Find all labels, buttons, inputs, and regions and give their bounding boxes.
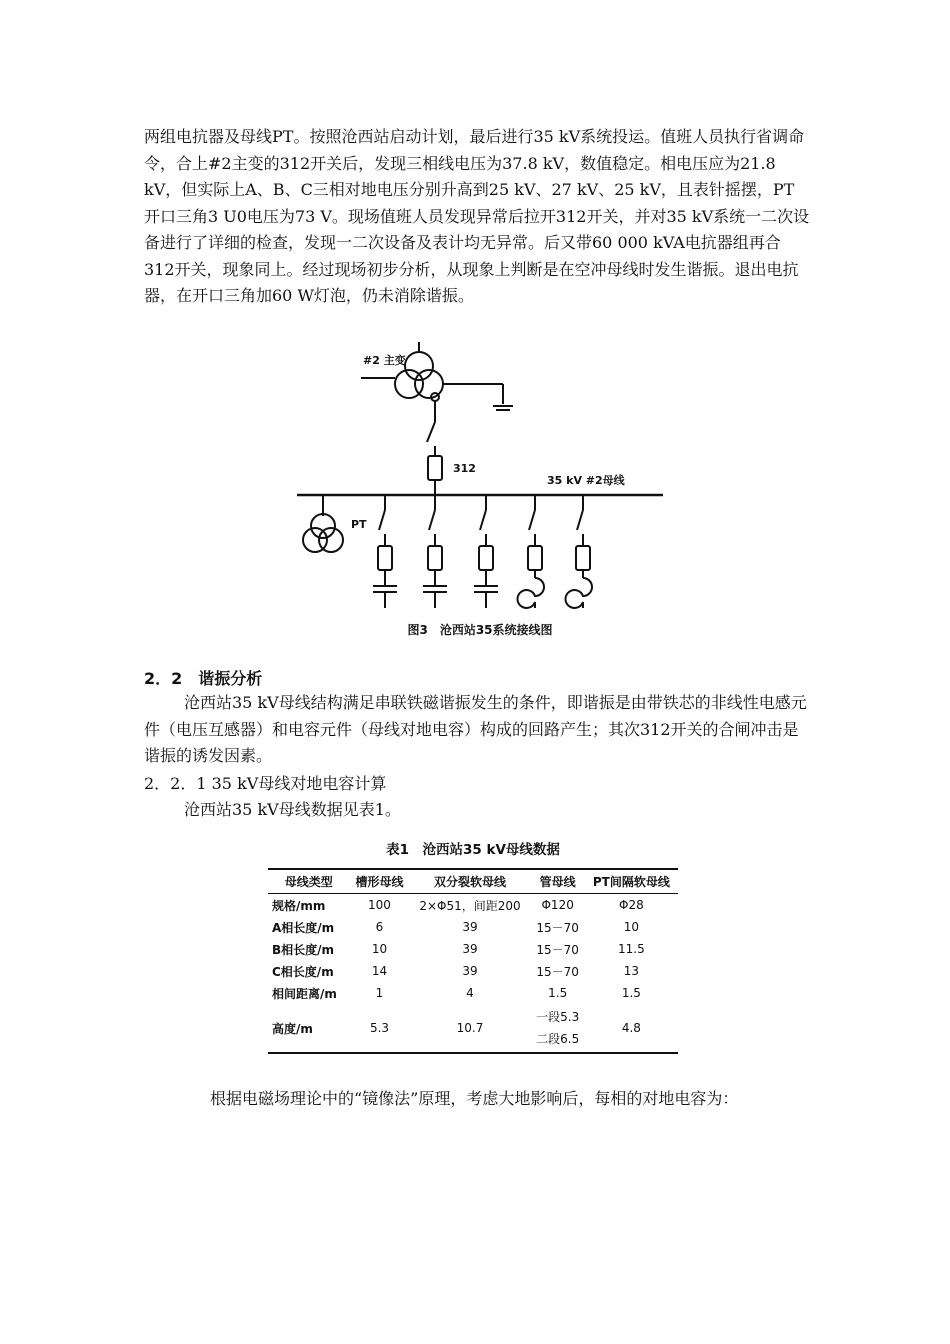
switch-312-label: 312 (453, 462, 476, 475)
table-cell: 1.5 (548, 986, 568, 1000)
intro-paragraph: 两组电抗器及母线PT。按照沧西站启动计划，最后进行35 kV系统投运。值班人员执行省调命令，合上#2主变的312开关后，发现三相线电压为37.8 kV，数值稳定。相电压应为21.8 kV，但实际上A、B、C三相对地电压分别升高到25 kV、27 kV、25 kV，且表针摇摆，PT开口三角3 U0电压为73 V。现场值班人员发现异常后拉开312开关，并对35 kV系统一二次设备进行了详细的检查，发现一二次设备及表计均无异常。后又带60 000 kVA电抗器组再合312开关，现象同上。经过现场初步分析，从现象上判断是在空冲母线时发生谐振。退出电抗器，在开口三角加60 W灯泡，仍未消除谐振。 (144, 127, 810, 305)
capacitor-branch (474, 495, 498, 608)
bus-data-table (268, 868, 678, 1054)
pt-label: PT (351, 518, 367, 531)
wiring-diagram-figure (293, 340, 667, 642)
reactor-branch (518, 495, 544, 608)
table-header: 管母线 (531, 869, 585, 894)
analysis-paragraph: 沧西站35 kV母线结构满足串联铁磁谐振发生的条件，即谐振是由带铁芯的非线性电感元件（电压互感器）和电容元件（母线对地电容）构成的回路产生；其次312开关的合闸冲击是谐振的诱发因素。 (144, 693, 807, 765)
main-transformer-symbol (361, 342, 513, 410)
table-cell: 1 (375, 986, 384, 1000)
table-title: 表1 沧西站35 kV母线数据 (386, 842, 560, 858)
table-cell: Φ120 (541, 898, 574, 912)
table-cell: 4 (466, 986, 474, 1000)
transformer-label: #2 主变 (363, 354, 406, 367)
table-cell: 高度/m (268, 1004, 350, 1053)
table-row (268, 938, 678, 960)
table-reference: 沧西站35 kV母线数据见表1。 (184, 800, 401, 819)
wiring-diagram (293, 340, 667, 642)
table-cell: 相间距离/m (272, 986, 337, 1001)
table-cell: 5.3 (350, 1004, 410, 1053)
figure-caption: 图3 沧西站35系统接线图 (407, 623, 553, 637)
table-cell: A相长度/m (272, 920, 335, 935)
table-cell: 10 (371, 942, 388, 956)
reactor-branch (566, 495, 592, 608)
table-cell: 13 (623, 964, 640, 978)
table-header-row (268, 869, 678, 894)
section-heading: 2．2 谐振分析 (144, 669, 263, 688)
table-cell: 1.5 (621, 986, 641, 1000)
table-header: 双分裂软母线 (409, 869, 530, 894)
table-row (268, 960, 678, 982)
tube-height-segment: 二段6.5 (536, 1032, 580, 1046)
main-feeder (427, 401, 442, 495)
table-cell: Φ28 (619, 898, 644, 912)
table-cell: 100 (368, 898, 391, 912)
pt-symbol (303, 495, 343, 552)
table-cell: 39 (462, 964, 478, 978)
table-row (268, 982, 678, 1004)
table-header: 母线类型 (268, 869, 350, 894)
tube-height-segment: 一段5.3 (536, 1010, 580, 1024)
table-row-height (268, 1004, 678, 1053)
subsection-heading: 2．2．1 35 kV母线对地电容计算 (144, 774, 387, 793)
closing-paragraph: 根据电磁场理论中的“镜像法”原理，考虑大地影响后，每相的对地电容为： (210, 1089, 739, 1108)
table-row (268, 894, 678, 917)
table-cell: 39 (462, 942, 478, 956)
table-cell: 11.5 (618, 942, 645, 956)
table-header: 槽形母线 (350, 869, 410, 894)
table-cell: 6 (375, 920, 384, 934)
table-header: PT间隔软母线 (585, 869, 678, 894)
table-cell: 2×Φ51，间距200 (419, 898, 521, 913)
capacitor-branch (373, 495, 397, 608)
table-cell: 4.8 (585, 1004, 678, 1053)
table-cell: 39 (462, 920, 478, 934)
table-cell: 10 (623, 920, 640, 934)
table-cell-stacked (531, 1004, 585, 1053)
table-cell: C相长度/m (272, 964, 334, 979)
capacitor-branch (423, 495, 447, 608)
table-cell: 规格/mm (272, 898, 326, 913)
bus-data-table-block (268, 838, 678, 1048)
table-cell: 10.7 (409, 1004, 530, 1053)
bus-label: 35 kV #2母线 (547, 474, 625, 487)
table-cell: 15－70 (536, 964, 579, 979)
table-cell: 14 (371, 964, 388, 978)
table-cell: 15－70 (536, 942, 579, 957)
table-cell: B相长度/m (272, 942, 335, 957)
table-row (268, 916, 678, 938)
table-cell: 15－70 (536, 920, 579, 935)
